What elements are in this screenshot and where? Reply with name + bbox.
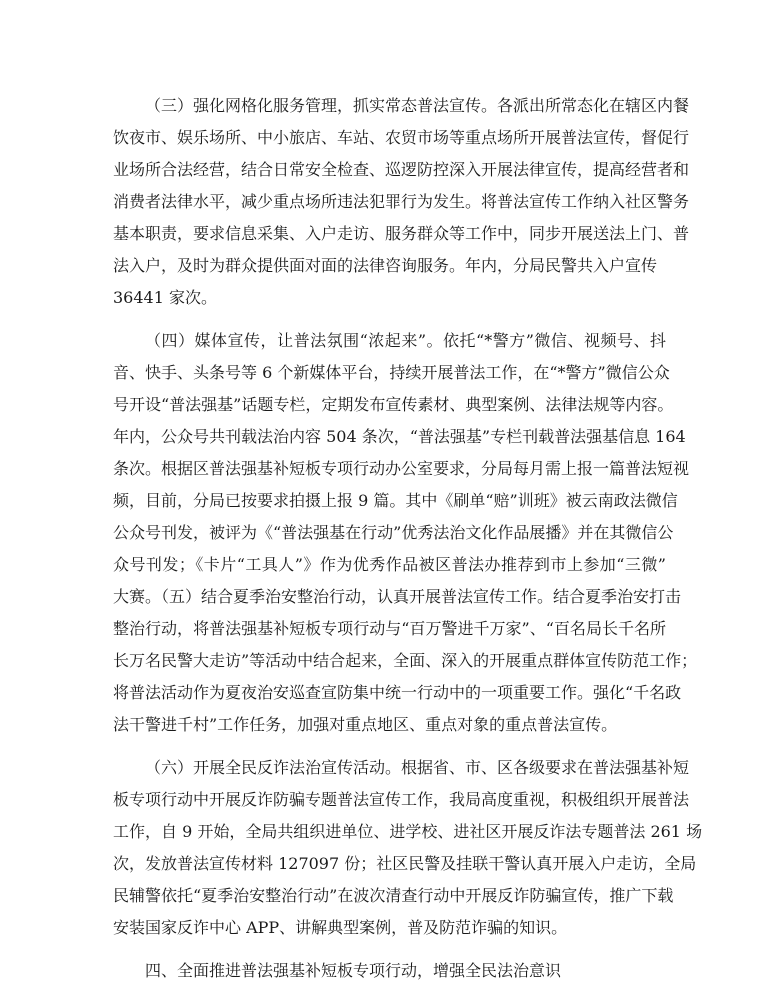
paragraph-line: 大赛。（五）结合夏季治安整治行动，认真开展普法宣传工作。结合夏季治安打击 (113, 587, 682, 606)
paragraph-line: 消费者法律水平，减少重点场所违法犯罪行为发生。将普法宣传工作纳入社区警务 (113, 192, 690, 211)
paragraph-line: （四）媒体宣传，让普法氛围“浓起来”。依托“*警方”微信、视频号、抖 (145, 331, 666, 350)
paragraph-line: 饮夜市、娱乐场所、中小旅店、车站、农贸市场等重点场所开展普法宣传，督促行 (113, 128, 690, 147)
paragraph-3 (113, 90, 690, 314)
document-body (113, 90, 703, 998)
section-heading-text: 四、全面推进普法强基补短板专项行动，增强全民法治意识 (145, 961, 562, 980)
paragraph-line: 板专项行动中开展反诈防骗专题普法宣传工作，我局高度重视，积极组织开展普法 (113, 790, 690, 809)
paragraph-line: 基本职责，要求信息采集、入户走访、服务群众等工作中，同步开展送法上门、普 (113, 224, 690, 243)
paragraph-line: 号开设“普法强基”话题专栏，定期发布宣传素材、典型案例、法律法规等内容。 (113, 395, 674, 414)
paragraph-line: 次，发放普法宣传材料 127097 份；社区民警及挂联干警认真开展入户走访，全局 (113, 854, 697, 873)
paragraph-line: 频，目前，分局已按要求拍摄上报 9 篇。其中《刷单“赔”训班》被云南政法微信 (113, 491, 678, 510)
paragraph-line: （三）强化网格化服务管理，抓实常态普法宣传。各派出所常态化在辖区内餐 (145, 96, 690, 115)
paragraph-line: 民辅警依托“夏季治安整治行动”在波次清查行动中开展反诈防骗宣传，推广下载 (113, 886, 674, 905)
paragraph-line: 年内，公众号共刊载法治内容 504 条次，“普法强基”专栏刊载普法强基信息 164 (113, 427, 686, 446)
paragraph-6 (113, 752, 703, 944)
paragraph-line: 法入户，及时为群众提供面对面的法律咨询服务。年内，分局民警共入户宣传 (113, 256, 658, 275)
paragraph-line: （六）开展全民反诈法治宣传活动。根据省、市、区各级要求在普法强基补短 (145, 758, 690, 777)
paragraph-line: 音、快手、头条号等 6 个新媒体平台，持续开展普法工作，在“*警方”微信公众 (113, 363, 670, 382)
paragraph-line: 业场所合法经营，结合日常安全检查、巡逻防控深入开展法律宣传，提高经营者和 (113, 160, 690, 179)
paragraph-line: 安装国家反诈中心 APP、讲解典型案例，普及防范诈骗的知识。 (113, 918, 568, 937)
paragraph-line: 36441 家次。 (113, 288, 217, 307)
paragraph-line: 条次。根据区普法强基补短板专项行动办公室要求，分局每月需上报一篇普法短视 (113, 459, 690, 478)
paragraph-line: 将普法活动作为夏夜治安巡查宣防集中统一行动中的一项重要工作。强化“千名政 (113, 683, 682, 702)
paragraph-line: 工作，自 9 开始，全局共组织进单位、进学校、进社区开展反诈法专题普法 261 场 (113, 822, 703, 841)
paragraph-line: 法干警进千村”工作任务，加强对重点地区、重点对象的重点普法宣传。 (113, 715, 618, 734)
paragraph-line: 长万名民警大走访”等活动中结合起来，全面、深入的开展重点群体宣传防范工作； (113, 651, 698, 670)
paragraph-line: 整治行动，将普法强基补短板专项行动与“百万警进千万家”、“百名局长千名所 (113, 619, 666, 638)
paragraph-line: 众号刊发；《卡片“工具人”》作为优秀作品被区普法办推荐到市上参加“三微” (113, 555, 666, 574)
paragraph-line: 公众号刊发，被评为《“普法强基在行动”优秀法治文化作品展播》并在其微信公 (113, 523, 674, 542)
section-heading-4 (113, 955, 666, 987)
paragraph-4 (113, 325, 698, 741)
